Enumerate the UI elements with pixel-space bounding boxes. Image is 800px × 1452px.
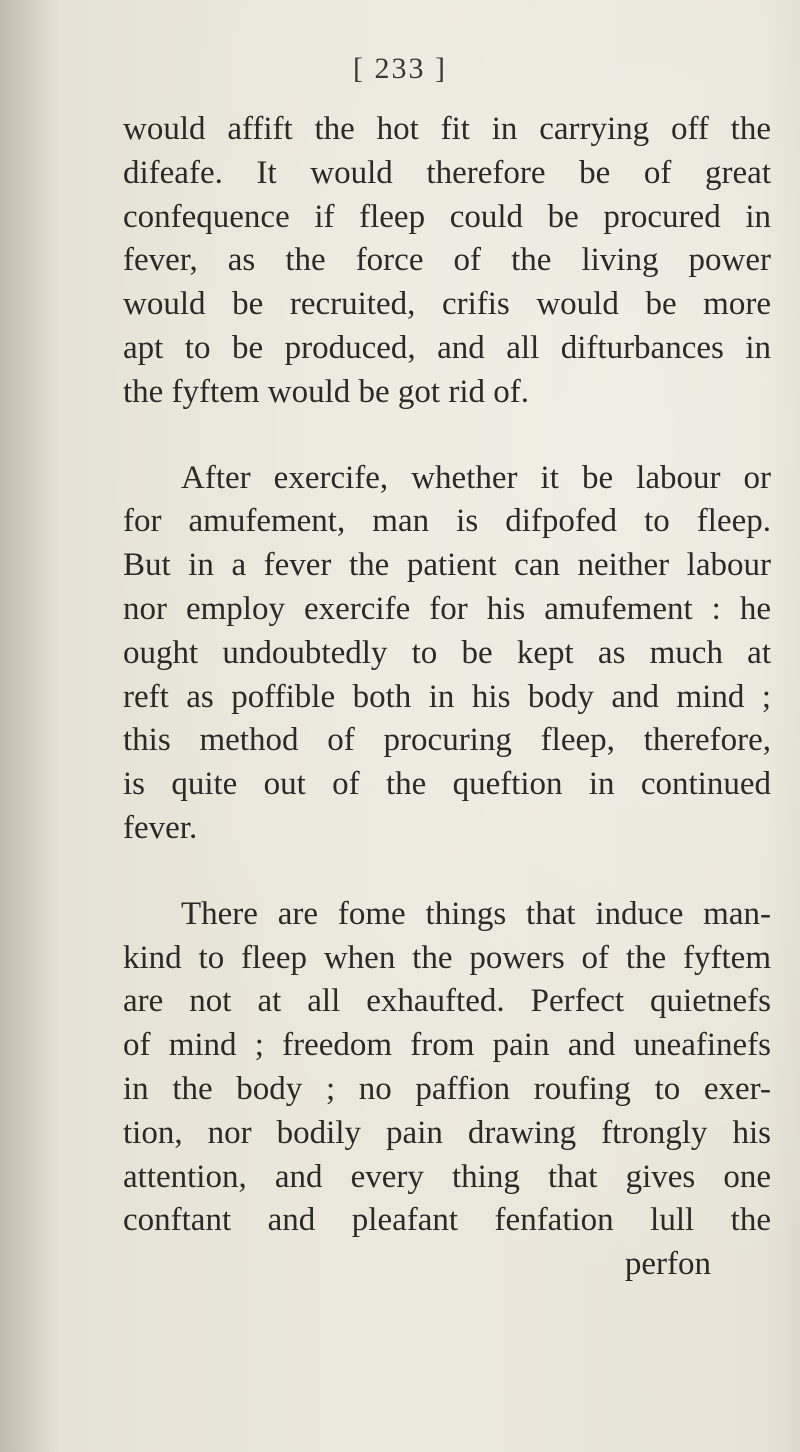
text-line: in the body ; no paffion roufing to exer- xyxy=(123,1070,771,1107)
paragraph-3 xyxy=(123,893,771,1287)
text-line: would affift the hot fit in carrying off the xyxy=(123,111,771,147)
text-line: confequence if fleep could be procured in xyxy=(123,198,771,235)
text-line: difeafe. It would therefore be of great xyxy=(123,154,771,191)
text-line: conftant and pleafant fenfation lull the xyxy=(123,1202,771,1239)
text-line: this method of procuring fleep, therefore, xyxy=(123,722,771,759)
text-line: kind to fleep when the powers of the fyftem xyxy=(123,939,771,976)
text-line: the fyftem would be got rid of. xyxy=(123,373,529,410)
text-line: for amufement, man is difpofed to fleep. xyxy=(123,503,771,540)
body-text xyxy=(123,108,771,1287)
text-line: fever, as the force of the living power xyxy=(123,242,771,279)
text-line: nor employ exercife for his amufement : he xyxy=(123,590,771,627)
text-line: attention, and every thing that gives one xyxy=(123,1158,771,1195)
text-line: apt to be produced, and all difturbances in xyxy=(123,329,771,366)
text-line: fever. xyxy=(123,809,198,846)
text-line: ought undoubtedly to be kept as much at xyxy=(123,634,771,671)
text-line: is quite out of the queftion in continued xyxy=(123,766,771,803)
page-number: [ 233 ] xyxy=(353,52,447,85)
text-line: There are fome things that induce man- xyxy=(181,895,771,932)
text-line: would be recruited, crifis would be more xyxy=(123,286,771,323)
text-line: are not at all exhaufted. Perfect quietnefs xyxy=(123,983,771,1020)
catchword: perfon xyxy=(624,1246,711,1283)
text-line: But in a fever the patient can neither labour xyxy=(123,547,771,584)
paragraph-1 xyxy=(123,108,771,415)
page-gutter-shadow xyxy=(0,0,60,1452)
text-line: of mind ; freedom from pain and uneafinefs xyxy=(123,1027,771,1064)
text-line: reft as poffible both in his body and mind ; xyxy=(123,678,771,715)
text-line: After exercife, whether it be labour or xyxy=(181,459,771,496)
text-line: tion, nor bodily pain drawing ftrongly his xyxy=(123,1114,771,1151)
paragraph-2 xyxy=(123,457,771,851)
